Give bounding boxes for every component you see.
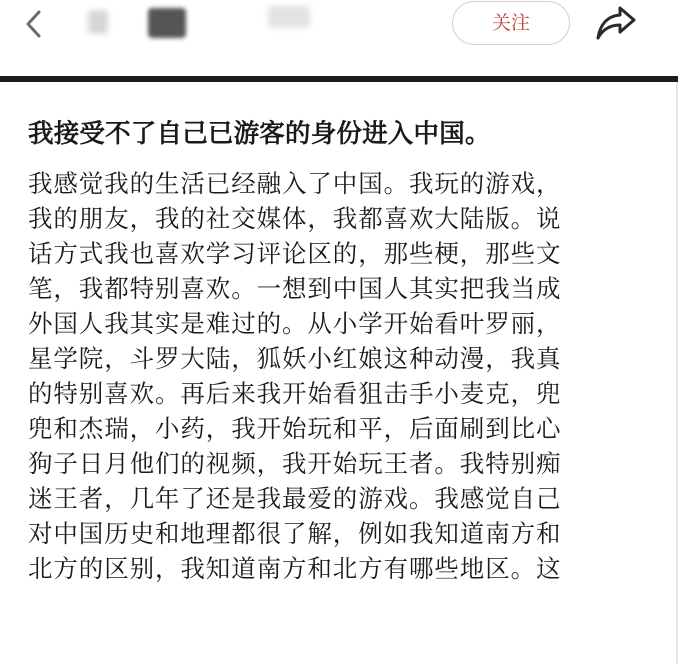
top-bar: [0, 0, 678, 76]
follow-button[interactable]: 关注: [452, 1, 570, 45]
body-line: 笔，我都特别喜欢。一想到中国人其实把我当成: [28, 274, 562, 303]
post-title: 我接受不了自己已游客的身份进入中国。: [28, 119, 491, 149]
post-content: [0, 82, 678, 664]
share-icon[interactable]: [594, 4, 638, 42]
body-line: 的特别喜欢。再后来我开始看狙击手小麦克，兜: [28, 379, 562, 408]
body-line: 对中国历史和地理都很了解，例如我知道南方和: [28, 519, 562, 548]
body-line: 外国人我其实是难过的。从小学开始看叶罗丽，: [28, 309, 562, 338]
back-chevron-icon[interactable]: [22, 8, 44, 40]
blurred-username: [148, 8, 186, 38]
body-line: 话方式我也喜欢学习评论区的，那些梗，那些文: [28, 239, 562, 268]
body-line: 北方的区别，我知道南方和北方有哪些地区。这: [28, 554, 562, 583]
body-line: 我感觉我的生活已经融入了中国。我玩的游戏，: [28, 169, 562, 198]
body-line: 迷王者，几年了还是我最爱的游戏。我感觉自己: [28, 484, 562, 513]
post-body: [28, 166, 653, 586]
blurred-info: [268, 6, 310, 28]
body-line: 兜和杰瑞，小药，我开始玩和平，后面刷到比心: [28, 414, 562, 443]
body-line: 我的朋友，我的社交媒体，我都喜欢大陆版。说: [28, 204, 562, 233]
body-line: 狗子日月他们的视频，我开始玩王者。我特别痴: [28, 449, 562, 478]
blurred-avatar: [88, 10, 108, 34]
body-line: 星学院，斗罗大陆，狐妖小红娘这种动漫，我真: [28, 344, 562, 373]
